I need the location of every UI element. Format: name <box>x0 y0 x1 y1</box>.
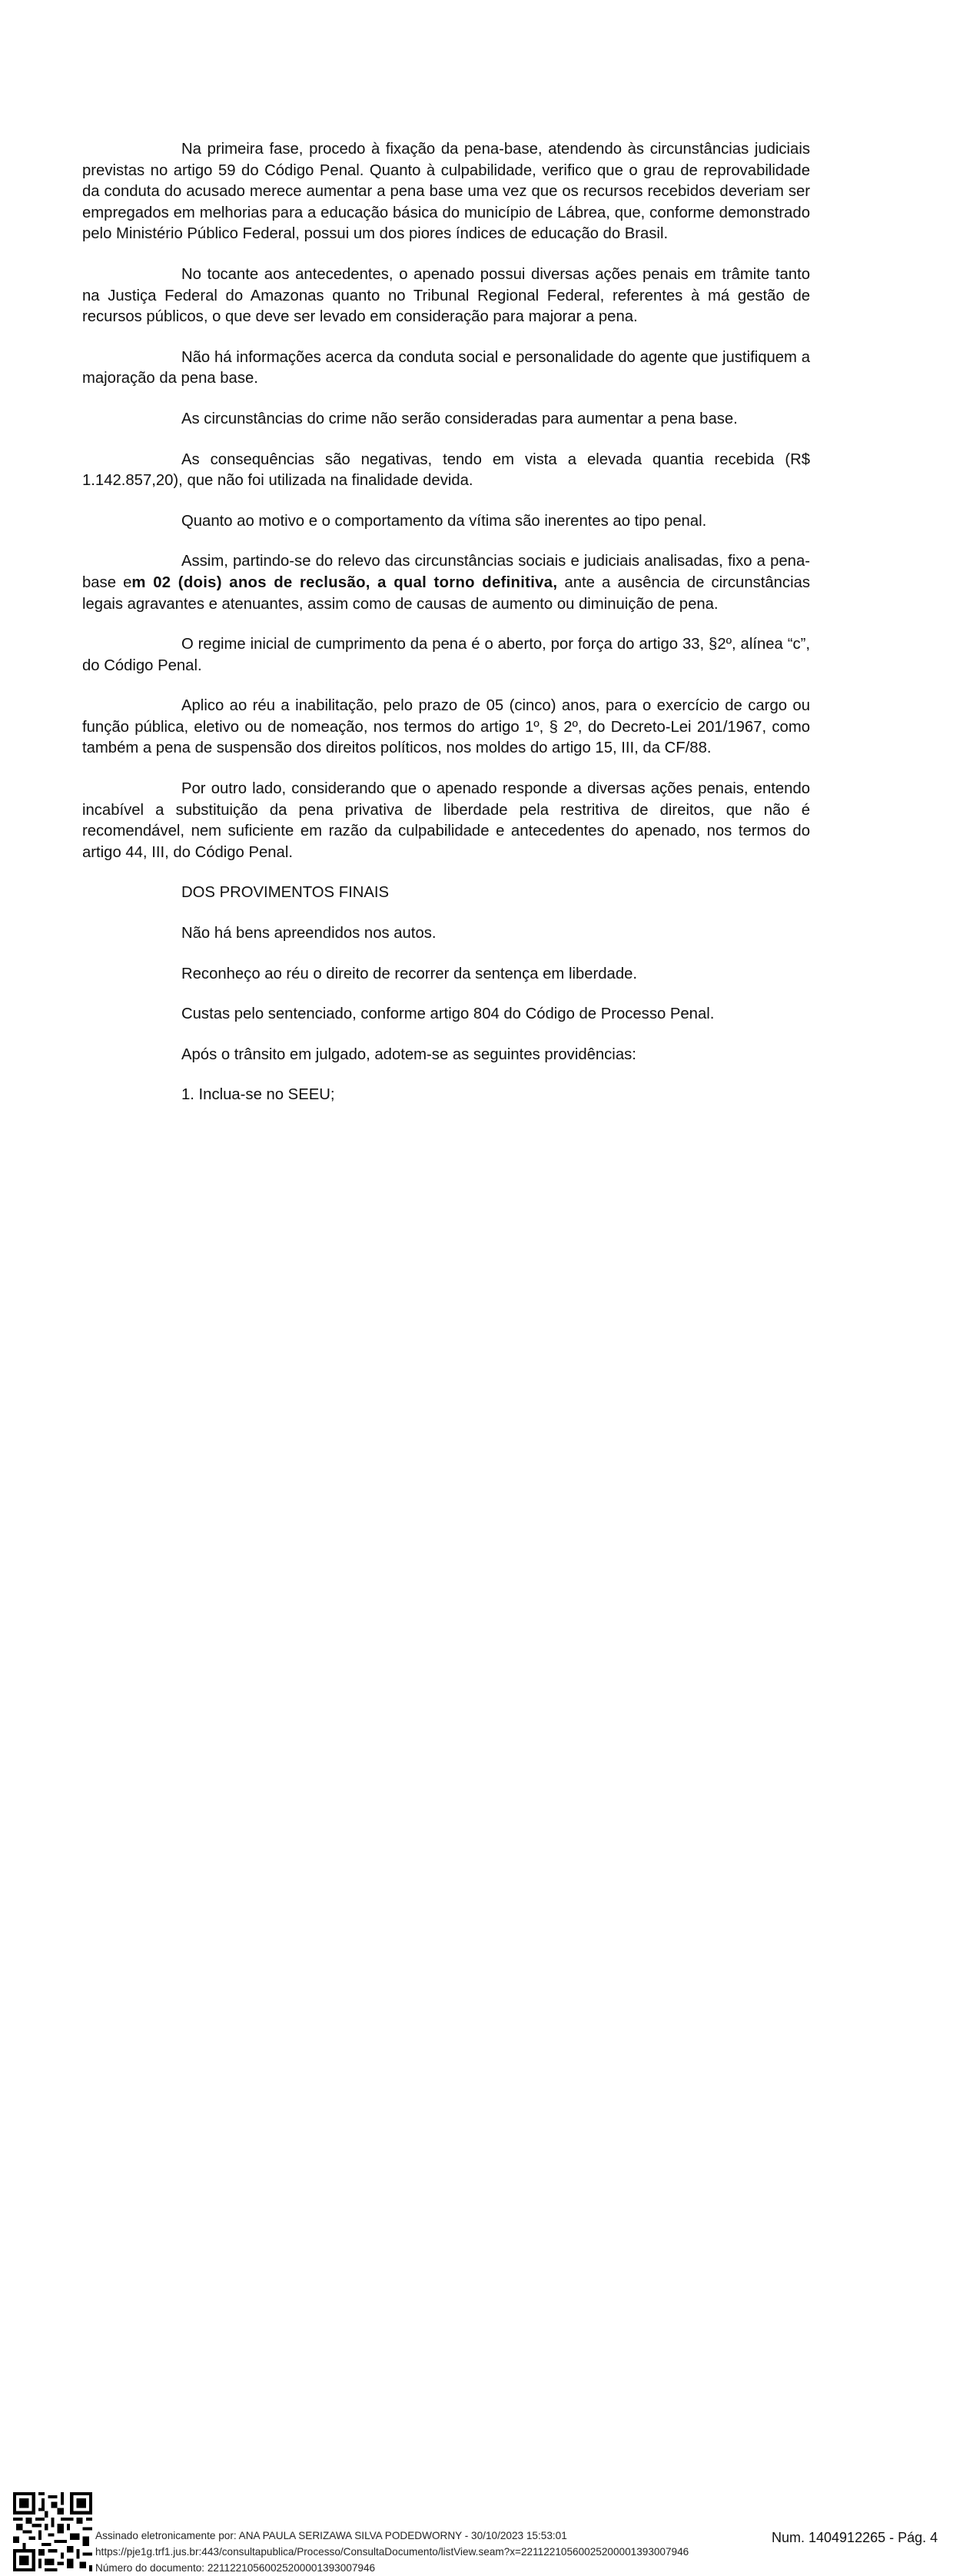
text-before: Assim, partindo-se do relevo das circunstâncias sociais e judiciais analisadas, fixo a pena-base e <box>82 553 810 591</box>
paragraph-antecedentes: No tocante aos antecedentes, o apenado possui diversas ações penais em trâmite tanto na Justiça Federal do Amazonas quanto no Tribunal Regional Federal, referentes à má gestão de recursos públicos, o que deve ser levado em consideração para majorar a pena. <box>82 265 810 326</box>
paragraph-pena-definitiva <box>82 551 810 615</box>
list-item-seeu: 1. Inclua-se no SEEU; <box>181 1086 335 1104</box>
qr-code-icon <box>13 2492 92 2571</box>
paragraph-consequencias: As consequências são negativas, tendo em vista a elevada quantia recebida (R$ 1.142.857,20), que não foi utilizada na finalidade devida. <box>82 450 810 490</box>
paragraph-recorrer: Reconheço ao réu o direito de recorrer da sentença em liberdade. <box>181 965 638 982</box>
document-body <box>82 139 810 1125</box>
text-after: ante a ausência de circunstâncias legais agravantes e atenuantes, assim como de causas de aumento ou diminuição de pena. <box>82 573 811 613</box>
paragraph-pena-base-fase: Na primeira fase, procedo à fixação da pena-base, atendendo às circunstâncias judiciais previstas no artigo 59 do Código Penal. Quanto à culpabilidade, verifico que o grau de reprovabilidade da conduta do acusado merece aumentar a pena base uma vez que os recursos recebidos deveriam ser empregados em melhorias para a educação básica do município de Lábrea, que, conforme demonstrado pelo Ministério Público Federal, possui um dos piores índices de educação do Brasil. <box>82 141 810 243</box>
signature-block <box>95 2528 689 2576</box>
paragraph-circunstancias: As circunstâncias do crime não serão consideradas para aumentar a pena base. <box>181 410 738 427</box>
paragraph-motivo: Quanto ao motivo e o comportamento da vítima são inerentes ao tipo penal. <box>181 512 707 530</box>
document-url-link[interactable]: https://pje1g.trf1.jus.br:443/consultapublica/Processo/ConsultaDocumento/listView.seam?x=22112210560025200001393007946 <box>95 2546 689 2558</box>
paragraph-regime: O regime inicial de cumprimento da pena é o aberto, por força do artigo 33, §2º, alínea “c”, do Código Penal. <box>82 636 810 674</box>
paragraph-conduta-social: Não há informações acerca da conduta social e personalidade do agente que justifiquem a majoração da pena base. <box>82 348 810 387</box>
page-reference: Num. 1404912265 - Pág. 4 <box>772 2530 938 2545</box>
paragraph-custas: Custas pelo sentenciado, conforme artigo 804 do Código de Processo Penal. <box>181 1005 715 1023</box>
paragraph-inabilitacao: Aplico ao réu a inabilitação, pelo prazo de 05 (cinco) anos, para o exercício de cargo ou função pública, eletivo ou de nomeação, nos termos do artigo 1º, § 2º, do Decreto-Lei 201/1967, como também a pena de suspensão dos direitos políticos, nos moldes do artigo 15, III, da CF/88. <box>82 697 810 757</box>
signature-footer <box>0 1238 953 2574</box>
document-number-text: Número do documento: 22112210560025200001393007946 <box>95 2562 376 2574</box>
section-heading-provimentos: DOS PROVIMENTOS FINAIS <box>181 884 390 902</box>
paragraph-transito: Após o trânsito em julgado, adotem-se as seguintes providências: <box>181 1045 636 1063</box>
signed-by-text: Assinado eletronicamente por: ANA PAULA SERIZAWA SILVA PODEDWORNY - 30/10/2023 15:53:01 <box>95 2530 567 2541</box>
bold-sentence: m 02 (dois) anos de reclusão, a qual torno definitiva, <box>131 573 558 591</box>
paragraph-substituicao: Por outro lado, considerando que o apenado responde a diversas ações penais, entendo incabível a substituição da pena privativa de liberdade pela restritiva de direitos, que não é recomendável, nem suficiente em razão da culpabilidade e antecedentes do apenado, nos termos do artigo 44, III, do Código Penal. <box>82 780 810 861</box>
paragraph-bens: Não há bens apreendidos nos autos. <box>181 925 437 942</box>
